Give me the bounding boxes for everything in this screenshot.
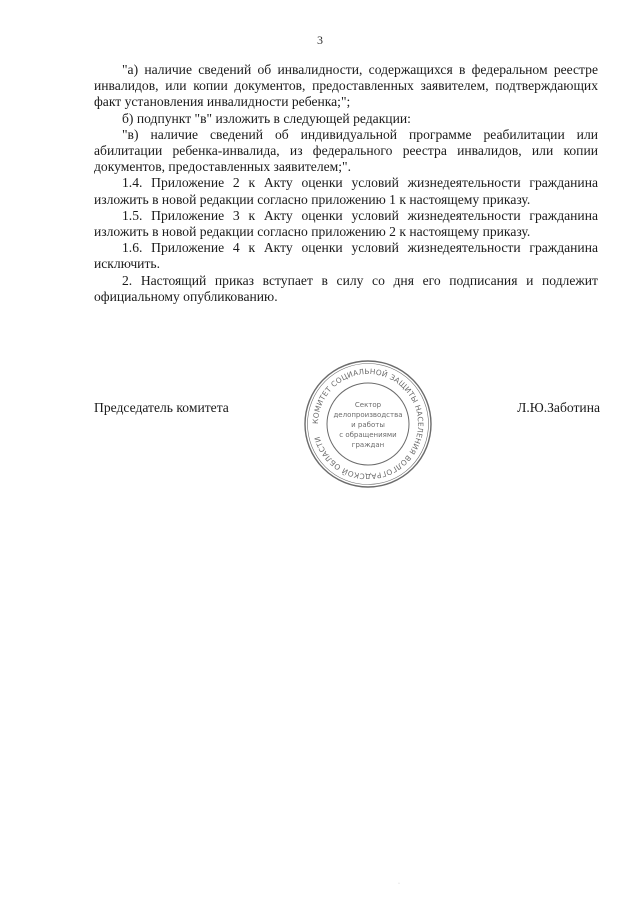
paragraph-item-2: 2. Настоящий приказ вступает в силу со дня его подписания и подлежит официальному опубликованию. xyxy=(94,272,598,304)
svg-text:с обращениями: с обращениями xyxy=(339,431,397,439)
paragraph-subpoint-b: б) подпункт "в" изложить в следующей редакции: xyxy=(122,110,411,126)
document-body xyxy=(94,62,598,305)
paragraph-subpoint-a: "а) наличие сведений об инвалидности, содержащихся в федеральном реестре инвалидов, или копии документов, предоставленных заявителем, подтверждающих факт установления инвалидности ребенка;"; xyxy=(94,62,598,110)
scan-mark: · xyxy=(398,881,400,887)
signatory-name: Л.Ю.Заботина xyxy=(517,400,600,415)
official-seal-stamp xyxy=(302,358,434,490)
paragraph-item-1-6: 1.6. Приложение 4 к Акту оценки условий жизнедеятельности гражданина исключить. xyxy=(94,240,598,272)
paragraph-subpoint-v: "в) наличие сведений об индивидуальной программе реабилитации или абилитации ребенка-инвалида, из федерального реестра инвалидов, или копии документов, предоставленных заявителем;". xyxy=(94,126,598,175)
paragraph-item-1-4: 1.4. Приложение 2 к Акту оценки условий жизнедеятельности гражданина изложить в новой редакции согласно приложению 1 к настоящему приказу. xyxy=(94,175,598,207)
seal-graphic xyxy=(302,358,434,490)
svg-text:граждан: граждан xyxy=(351,441,385,449)
svg-text:делопроизводства: делопроизводства xyxy=(333,411,403,419)
svg-text:Сектор: Сектор xyxy=(354,401,382,409)
paragraph-item-1-5: 1.5. Приложение 3 к Акту оценки условий жизнедеятельности гражданина изложить в новой редакции согласно приложению 2 к настоящему приказу. xyxy=(94,207,598,240)
signatory-title: Председатель комитета xyxy=(94,400,229,415)
seal-center-text xyxy=(333,401,402,449)
svg-text:и работы: и работы xyxy=(351,421,385,429)
seal-ring-text: КОМИТЕТ СОЦИАЛЬНОЙ ЗАЩИТЫ НАСЕЛЕНИЯ ВОЛГОГРАДСКОЙ ОБЛАСТИ xyxy=(310,366,426,482)
page-number: 3 xyxy=(317,33,323,47)
